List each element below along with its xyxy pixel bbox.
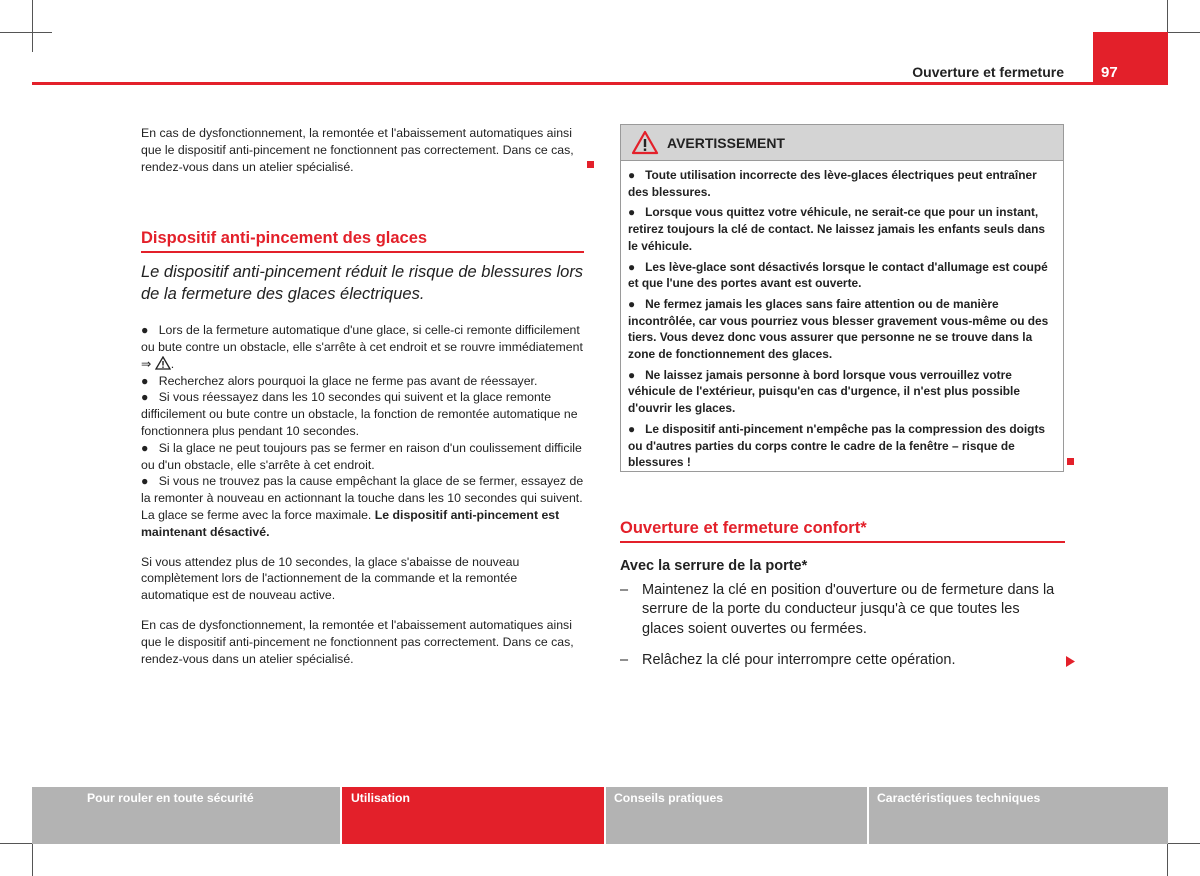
- header-rule: [32, 82, 1168, 85]
- step-item: – Relâchez la clé pour interrompre cette opération.: [620, 652, 956, 669]
- steps-list: [620, 581, 1065, 671]
- header-section-title: Ouverture et fermeture: [912, 64, 1064, 80]
- list-item: ● Le dispositif anti-pincement n'empêche pas la compression des doigts ou d'autres parties du corps contre le cadre de la fenêtre – risque de blessures !: [628, 421, 1046, 470]
- warning-triangle-icon: [155, 356, 171, 370]
- warning-title: AVERTISSEMENT: [667, 134, 785, 151]
- page-number: 97: [1101, 64, 1118, 81]
- bold-note: Le dispositif anti-pincement est maintenant désactivé.: [141, 507, 560, 539]
- paragraph: Si vous attendez plus de 10 secondes, la glace s'abaisse de nouveau complètement lors de l'actionnement de la commande et la remontée automatique est de nouveau active.: [141, 554, 520, 603]
- list-item: ● Lorsque vous quittez votre véhicule, ne serait-ce que pour un instant, retirez toujours la clé de contact. Ne laissez jamais les enfants seuls dans le véhicule.: [628, 205, 1045, 253]
- list-item: ● Lors de la fermeture automatique d'une glace, si celle-ci remonte difficilement ou bute contre un obstacle, elle s'arrête à cet endroit et se rouvre immédiatement ⇒ .: [141, 323, 583, 371]
- left-column: [141, 125, 584, 667]
- end-marker: [1067, 458, 1074, 465]
- list-item: ● Si la glace ne peut toujours pas se fermer en raison d'un coulissement difficile ou d'un obstacle, elle s'arrête à cet endroit.: [141, 440, 582, 472]
- continue-arrow-icon: [1066, 656, 1075, 667]
- footer-tab-safety[interactable]: [32, 787, 340, 844]
- footer-tab-label: Pour rouler en toute sécurité: [87, 791, 254, 805]
- footer-tab-utilisation[interactable]: [342, 787, 604, 844]
- step-item: – Maintenez la clé en position d'ouverture ou de fermeture dans la serrure de la porte du conducteur jusqu'à ce que toutes les glaces soient ouvertes ou fermées.: [620, 581, 1055, 637]
- warning-triangle-icon: [631, 130, 659, 155]
- end-marker: [587, 161, 594, 168]
- crop-mark: [32, 0, 33, 52]
- list-item: ● Toute utilisation incorrecte des lève-glaces électriques peut entraîner des blessures.: [628, 168, 1037, 199]
- right-column: [620, 520, 1065, 671]
- warning-header: [621, 125, 1063, 161]
- list-item: ● Ne fermez jamais les glaces sans faire attention ou de manière incontrôlée, car vous pourriez vous blesser gravement vous-même ou des tiers. Vous devez donc vous assurer que personne ne se trouve dans la zone de fonctionnement des glaces.: [628, 296, 1049, 362]
- footer-tab-label: Caractéristiques techniques: [877, 791, 1041, 805]
- paragraph: En cas de dysfonctionnement, la remontée et l'abaissement automatiques ainsi que le dispositif anti-pincement ne fonctionnent pas correctement. Dans ce cas, rendez-vous dans un atelier spécialisé.: [141, 617, 574, 666]
- section-heading-comfort: Ouverture et fermeture confort*: [620, 520, 1065, 543]
- footer-tab-technical[interactable]: [869, 787, 1168, 844]
- subheading-door-lock: Avec la serrure de la porte*: [620, 557, 808, 574]
- list-item: ● Si vous ne trouvez pas la cause empêchant la glace de se fermer, essayez de la remonter à nouveau en actionnant la touche dans les 10 secondes qui suivent. La glace se ferme avec la force maximale. Le dispositif anti-pincement est maintenant désactivé.: [141, 474, 584, 539]
- list-item: ● Si vous réessayez dans les 10 secondes qui suivent et la glace remonte difficilement ou bute contre un obstacle, la fonction de remontée automatique ne fonctionnera plus pendant 10 secondes.: [141, 390, 578, 438]
- list-item: ● Recherchez alors pourquoi la glace ne ferme pas avant de réessayer.: [141, 373, 538, 388]
- list-item: ● Ne laissez jamais personne à bord lorsque vous verrouillez votre véhicule de l'extérieur, puisqu'en cas d'urgence, il n'est plus possible d'ouvrir les glaces.: [628, 367, 1020, 416]
- crop-mark: [0, 32, 52, 33]
- footer-tab-label: Conseils pratiques: [614, 791, 724, 805]
- section-lead: Le dispositif anti-pincement réduit le risque de blessures lors de la fermeture des glaces électriques.: [141, 263, 584, 304]
- list-item: ● Les lève-glace sont désactivés lorsque le contact d'allumage est coupé et que l'une des portes avant est ouverte.: [628, 259, 1048, 291]
- intro-paragraph: En cas de dysfonctionnement, la remontée et l'abaissement automatiques ainsi que le dispositif anti-pincement ne fonctionnent pas correctement. Dans ce cas, rendez-vous dans un atelier spécialisé.: [141, 126, 574, 174]
- bullet-list: [141, 322, 584, 540]
- footer-tab-label: Utilisation: [351, 791, 410, 805]
- warning-body: [621, 161, 1063, 471]
- section-heading-anti-pinch: Dispositif anti-pincement des glaces: [141, 230, 584, 253]
- footer-tab-tips[interactable]: [606, 787, 867, 844]
- warning-box: [620, 124, 1064, 472]
